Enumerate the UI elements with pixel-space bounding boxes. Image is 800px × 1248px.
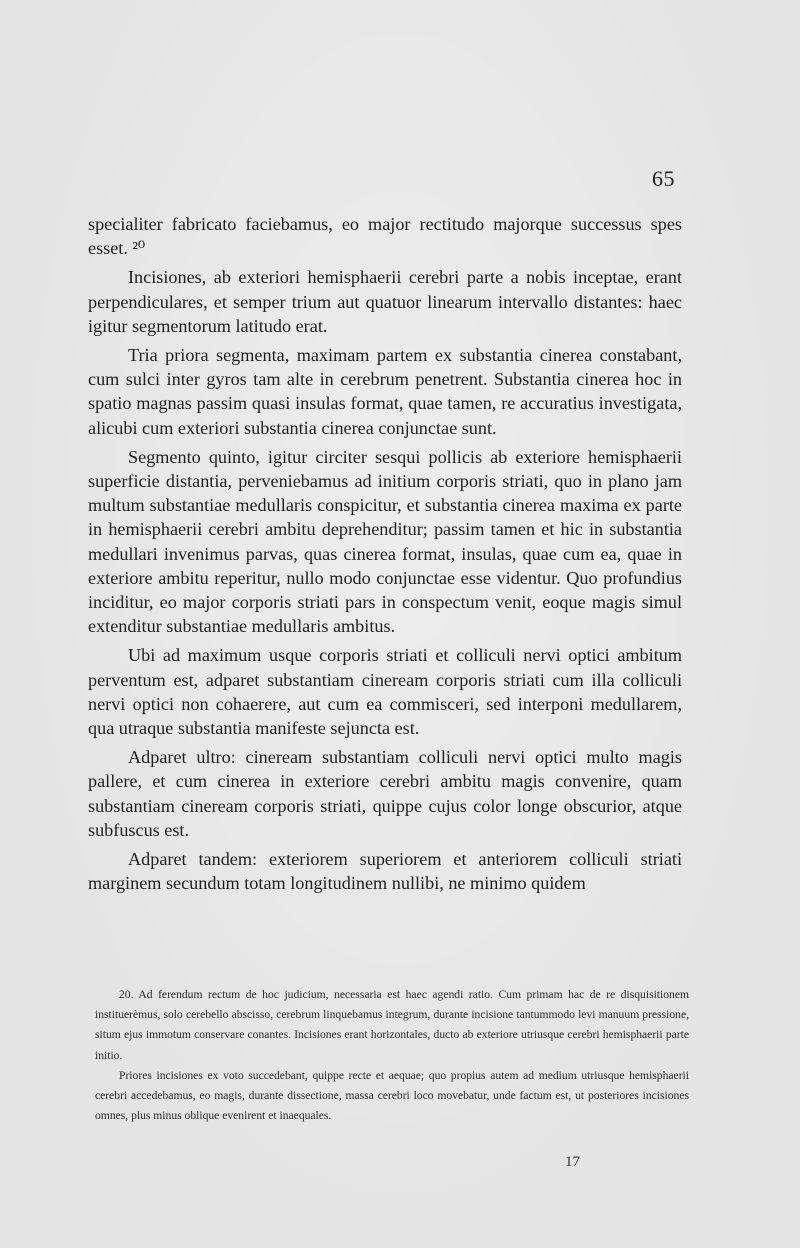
- paragraph: Adparet ultro: cineream substantiam colliculi nervi optici multo magis pallere, et cum cinerea in exteriore cerebri ambitu magis convenire, quam substantiam cineream corporis striati, quippe cujus color longe obscurior, atque subfuscus est.: [88, 747, 682, 840]
- footnote: Priores incisiones ex voto succedebant, quippe recte et aequae; quo propius autem ad medium utriusque hemisphaerii cerebri accedebamus, eo magis, durante dissectione, massa cerebri loco movebatur, unde factum est, ut posteriores incisiones omnes, plus minus oblique evenirent et inaequales.: [95, 1068, 689, 1123]
- paragraph: Segmento quinto, igitur circiter sesqui pollicis ab exteriore hemisphaerii superficie distantia, perveniebamus ad initium corporis striati, quo in plano jam multum substantiae medullaris conspicitur, et substantia cinerea maxima ex parte in hemisphaerii cerebri ambitu deprehenditur; passim tamen et hic in substantia medullari invenimus parvas, quas cinerea format, insulas, quae cum ea, quae in exteriore ambitu reperitur, nullo modo conjunctae esse videntur. Quo profundius inciditur, eo major corporis striati pars in conspectum venit, eoque magis simul extenditur substantiae medullaris ambitus.: [88, 446, 682, 637]
- paragraph: Ubi ad maximum usque corporis striati et colliculi nervi optici ambitum perventum est, adparet substantiam cineream corporis striati cum illa colliculi nervi optici non cohaerere, aut cum ea commisceri, sed interponi medullarem, qua utraque substantia manifeste sejuncta est.: [88, 645, 682, 739]
- footnote: 20. Ad ferendum rectum de hoc judicium, necessaria est haec agendi ratio. Cum primam hac de re disquisitionem instituerèmus, solo cerebello abscisso, cerebrum linquebamus integrum, durante incisione tantummodo levi manuum pressione, situm ejus immotum conservare conantes. Incisiones erant horizontales, ducto ab exteriore utriusque cerebri hemisphaerii parte initio.: [95, 988, 689, 1062]
- footnotes: [95, 985, 689, 1126]
- paragraph: specialiter fabricato faciebamus, eo major rectitudo majorque successus spes esset. ²⁰: [88, 214, 682, 259]
- page-number: 65: [652, 166, 675, 191]
- body-text: [88, 212, 682, 900]
- paragraph: Adparet tandem: exteriorem superiorem et anteriorem colliculi striati marginem secundum totam longitudinem nullibi, ne minimo quidem: [88, 849, 682, 894]
- paragraph: Tria priora segmenta, maximam partem ex substantia cinerea constabant, cum sulci inter gyros tam alte in cerebrum penetrent. Substantia cinerea hoc in spatio magnas passim quasi insulas format, quae tamen, re accuratius investigata, alicubi cum exteriori substantia cinerea conjunctae sunt.: [88, 345, 682, 438]
- signature-mark: 17: [565, 1154, 580, 1170]
- paragraph: Incisiones, ab exteriori hemisphaerii cerebri parte a nobis inceptae, erant perpendiculares, et semper trium aut quatuor linearum intervallo distantes: haec igitur segmentorum latitudo erat.: [88, 267, 682, 336]
